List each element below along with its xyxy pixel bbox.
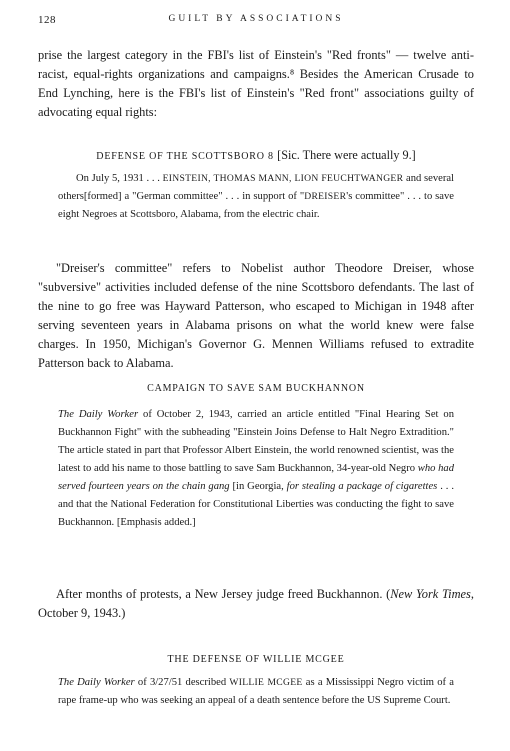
page-number: 128 — [38, 14, 56, 26]
page-header — [38, 12, 474, 30]
quote-text — [58, 170, 454, 224]
block-quote-scottsboro — [58, 170, 454, 224]
citation-source: New York Times — [390, 587, 471, 601]
paragraph-freed — [38, 585, 474, 623]
quote-emphasis: who had served fourteen years on the chain gang — [58, 463, 455, 492]
sic-note: [Sic. There were actually 9.] — [277, 148, 416, 162]
section-heading-mcgee — [38, 654, 474, 665]
quote-part: [in Georgia, — [229, 481, 287, 492]
quote-part: On July 5, 1931 . . . — [76, 173, 163, 184]
quote-part: of 3/27/51 described — [134, 677, 230, 688]
quote-text — [58, 674, 454, 710]
quote-part: of October 2, 1943, carried an article entitled "Final Hearing Set on Buckhannon Fight" with the subheading "Einstein Joins Defense to Halt Negro Extradition." The article stated in part that Professor Albert Einstein, the world renowned scientist, was the latest to add his name to those battling to save Sam Buckhannon, 34-year-old Negro — [58, 409, 454, 474]
quote-part: . . . and that the National Federation for Constitutional Liberties was conducting the fight to save Buckhannon. [Emphasis added.] — [58, 481, 454, 528]
block-quote-mcgee — [58, 674, 454, 710]
quote-source: The Daily Worker — [58, 677, 135, 688]
paragraph-text: "Dreiser's committee" refers to Nobelist author Theodore Dreiser, whose "subversive" activities included defense of the nine Scottsboro defendants. The last of the nine to go free was Hayward Patterson, who escaped to Michigan in 1948 after serving seventeen years in Alabama prisons on what the world knew were false charges. In 1950, Michigan's Governor G. Mennen Williams refused to extradite Patterson back to Alabama. — [38, 261, 474, 370]
quote-text — [58, 406, 454, 532]
paragraph-text — [38, 585, 474, 623]
section-heading-scottsboro — [38, 148, 474, 163]
quote-part: and several others[formed] a "German committee" . . . in support of " — [58, 173, 454, 202]
text-part: , October 9, 1943.) — [38, 587, 474, 620]
quote-source: The Daily Worker — [58, 409, 139, 420]
running-title: GUILT BY ASSOCIATIONS — [168, 14, 344, 24]
heading-text: CAMPAIGN TO SAVE SAM BUCKHANNON — [147, 383, 365, 394]
block-quote-buckhannon — [58, 406, 454, 532]
text-part: After months of protests, a New Jersey judge freed Buckhannon. ( — [56, 587, 391, 601]
quote-emphasis: for stealing a package of cigarettes — [286, 481, 438, 492]
paragraph-dreiser — [38, 259, 474, 373]
quote-name: WILLIE MCGEE — [229, 677, 303, 688]
quote-names: EINSTEIN, THOMAS MANN, LION FEUCHTWANGER — [162, 173, 404, 184]
paragraph-text: prise the largest category in the FBI's list of Einstein's "Red fronts" — twelve anti-racist, equal-rights organizations and campaigns.⁸ Besides the American Crusade to End Lynching, here is the FBI's list of Einstein's "Red front" associations guilty of advocating equal rights: — [38, 48, 474, 119]
paragraph-opening — [38, 46, 474, 122]
quote-part: as a Mississippi Negro victim of a rape frame-up who was seeking an appeal of a death sentence before the US Supreme Court. — [58, 677, 454, 706]
heading-text: THE DEFENSE OF WILLIE MCGEE — [167, 654, 345, 665]
quote-part: 's committee" . . . to save eight Negroes at Scottsboro, Alabama, from the electric chair. — [58, 191, 454, 220]
heading-text: DEFENSE OF THE SCOTTSBORO 8 — [96, 151, 274, 162]
quote-dreiser: DREISER — [304, 191, 347, 202]
section-heading-buckhannon — [38, 383, 474, 394]
